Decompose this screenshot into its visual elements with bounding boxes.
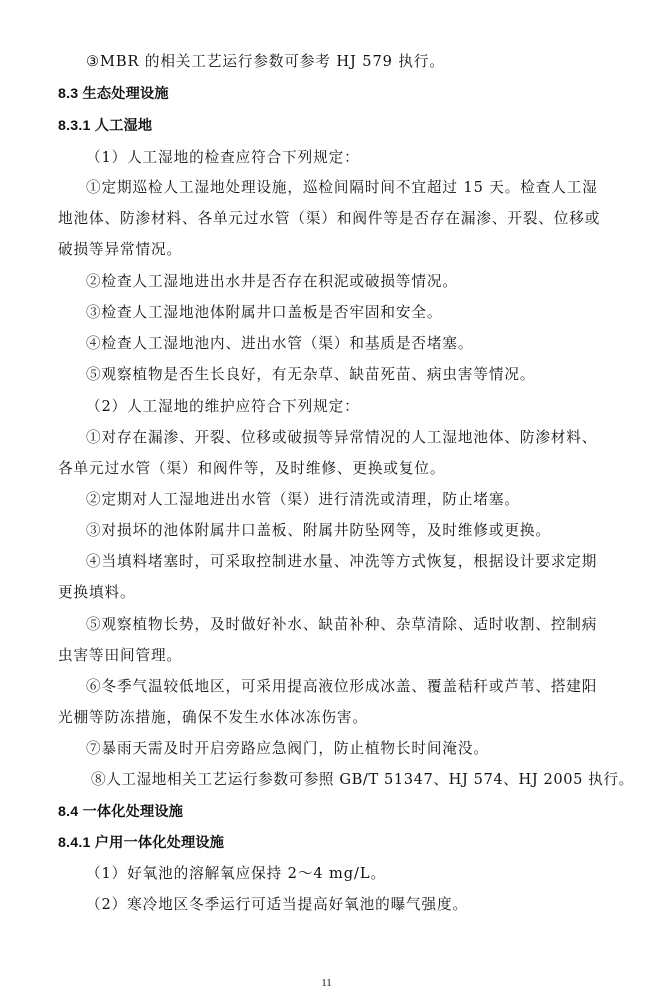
page-number: 11 <box>321 977 332 989</box>
paragraph-line: ①定期巡检人工湿地处理设施，巡检间隔时间不宜超过 15 天。检查人工湿 <box>86 179 598 196</box>
paragraph-line: ⑤观察植物长势，及时做好补水、缺苗补种、杂草清除、适时收割、控制病 <box>86 616 598 633</box>
paragraph-line: ⑦暴雨天需及时开启旁路应急阀门，防止植物长时间淹没。 <box>86 740 489 757</box>
paragraph-line: ③检查人工湿地池体附属井口盖板是否牢固和安全。 <box>86 304 443 321</box>
paragraph-line: 地池体、防渗材料、各单元过水管（渠）和阀件等是否存在漏渗、开裂、位移或 <box>58 210 601 227</box>
paragraph-line: 虫害等田间管理。 <box>58 647 182 664</box>
paragraph-line: ①对存在漏渗、开裂、位移或破损等异常情况的人工湿地池体、防渗材料、 <box>86 429 598 446</box>
paragraph-line: （1）人工湿地的检查应符合下列规定： <box>86 149 360 166</box>
paragraph-line: ⑥冬季气温较低地区，可采用提高液位形成冰盖、覆盖秸秆或芦苇、搭建阳 <box>86 678 598 695</box>
paragraph-line: （1）好氧池的溶解氧应保持 2～4 mg/L。 <box>86 865 386 882</box>
paragraph-line: ③对损坏的池体附属井口盖板、附属井防坠网等，及时维修或更换。 <box>86 522 551 539</box>
paragraph-line: ④当填料堵塞时，可采取控制进水量、冲洗等方式恢复，根据设计要求定期 <box>86 553 598 570</box>
paragraph-line: 各单元过水管（渠）和阀件等，及时维修、更换或复位。 <box>58 460 446 477</box>
subsection-heading: 8.3.1 人工湿地 <box>58 118 153 134</box>
subsection-heading: 8.4.1 户用一体化处理设施 <box>58 835 225 851</box>
paragraph-line: 光棚等防冻措施，确保不发生水体冰冻伤害。 <box>58 709 368 726</box>
section-heading: 8.4 一体化处理设施 <box>58 804 184 820</box>
paragraph-line: （2）人工湿地的维护应符合下列规定： <box>86 398 360 415</box>
paragraph-line: 更换填料。 <box>58 584 136 601</box>
paragraph-line: （2）寒冷地区冬季运行可适当提高好氧池的曝气强度。 <box>86 896 469 913</box>
paragraph-line: ②定期对人工湿地进出水管（渠）进行清洗或清理，防止堵塞。 <box>86 491 520 508</box>
section-heading: 8.3 生态处理设施 <box>58 86 169 102</box>
paragraph-line: 破损等异常情况。 <box>58 241 182 258</box>
paragraph-line: ⑧人工湿地相关工艺运行参数可参照 GB/T 51347、HJ 574、HJ 2005 执行。 <box>91 771 634 788</box>
paragraph-line: ③MBR 的相关工艺运行参数可参考 HJ 579 执行。 <box>86 53 445 70</box>
paragraph-line: ⑤观察植物是否生长良好，有无杂草、缺苗死苗、病虫害等情况。 <box>86 366 536 383</box>
paragraph-line: ④检查人工湿地池内、进出水管（渠）和基质是否堵塞。 <box>86 335 474 352</box>
paragraph-line: ②检查人工湿地进出水井是否存在积泥或破损等情况。 <box>86 273 458 290</box>
